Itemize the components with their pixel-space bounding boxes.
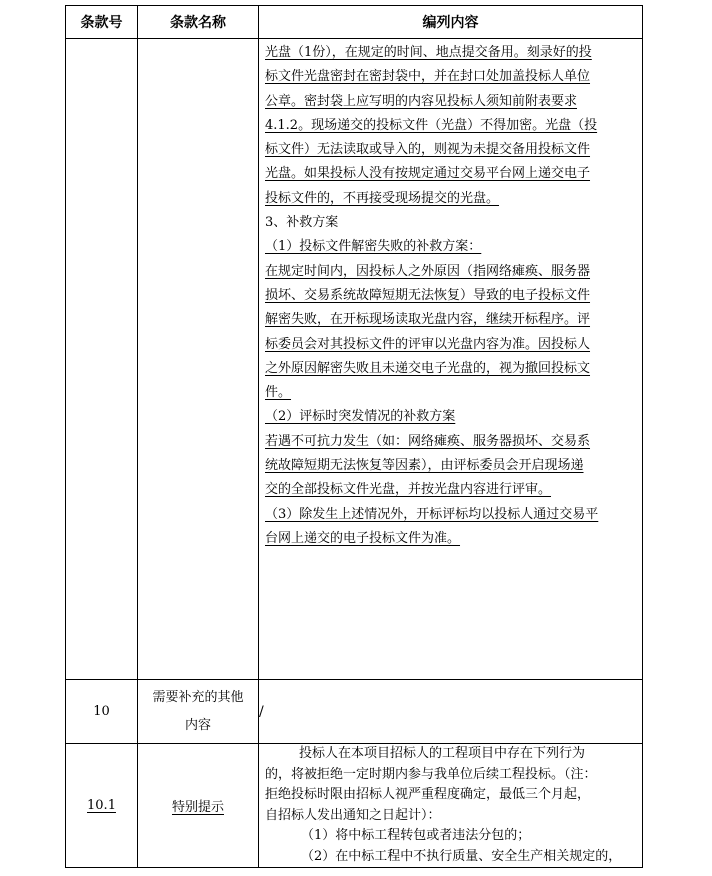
content-line: 自招标人发出通知之日起计）：	[265, 807, 441, 823]
cell-number-empty	[66, 39, 138, 680]
clause-number-10-1[interactable]: 10.1	[87, 798, 116, 813]
content-line: 解密失败，在开标现场读取光盘内容，继续开标程序。评	[265, 312, 591, 328]
header-clause-number: 条款号	[66, 6, 138, 39]
clause-name-10	[138, 680, 259, 744]
cell-name-empty	[138, 39, 259, 680]
content-line: 标委员会对其投标文件的评审以光盘内容为准。因投标人	[265, 336, 591, 352]
content-line: 4.1.2。现场递交的投标文件（光盘）不得加密。光盘（投	[265, 117, 598, 133]
content-line: 拒绝投标时限由招标人视严重程度确定，最低三个月起，	[265, 787, 591, 802]
content-line: 投标人在本项目招标人的工程项目中存在下列行为	[299, 746, 586, 761]
header-clause-name: 条款名称	[138, 6, 259, 39]
cell-content-continued	[259, 39, 643, 680]
subsection-heading-1: （1）投标文件解密失败的补救方案：	[265, 239, 482, 255]
table-row-10	[66, 680, 643, 744]
content-line: 公章。密封袋上应写明的内容见投标人须知前附表要求	[265, 93, 578, 109]
clause-name-line: 内容	[184, 717, 211, 733]
clause-number-cell-10-1	[66, 744, 138, 868]
content-line: 标文件光盘密封在密封袋中，并在封口处加盖投标人单位	[265, 69, 591, 85]
section-heading-remedy: 3、补救方案	[265, 215, 339, 231]
subsection-heading-2: （2）评标时突发情况的补救方案	[265, 409, 456, 425]
content-line: 之外原因解密失败且未递交电子光盘的，视为撤回投标文	[265, 360, 591, 376]
content-line: （1）将中标工程转包或者违法分包的；	[301, 828, 531, 843]
content-line: 的，将被拒绝一定时期内参与我单位后续工程投标。（注：	[265, 766, 597, 782]
table-row-10-1	[66, 744, 643, 868]
table-header-row	[66, 6, 643, 39]
content-line: 若遇不可抗力发生（如：网络瘫痪、服务器损坏、交易系	[265, 433, 591, 449]
clause-content-10: /	[259, 680, 643, 744]
content-line: 投标文件的，不再接受现场提交的光盘。	[265, 190, 500, 206]
clause-name-line: 需要补充的其他	[152, 689, 244, 705]
content-line: 光盘。如果投标人没有按规定通过交易平台网上递交电子	[265, 166, 591, 182]
table-row-continued	[66, 39, 643, 680]
content-line: 台网上递交的电子投标文件为准。	[265, 530, 461, 546]
content-line: 标文件）无法读取或导入的，则视为未提交备用投标文件	[265, 142, 591, 158]
clause-name-special-notice[interactable]: 特别提示	[171, 800, 224, 815]
clause-name-cell-10-1	[138, 744, 259, 868]
content-line: 在规定时间内，因投标人之外原因（指网络瘫痪、服务器	[265, 263, 591, 279]
content-line: （2）在中标工程中不执行质量、安全生产相关规定的，	[301, 848, 622, 864]
content-line: 损坏、交易系统故障短期无法恢复）导致的电子投标文件	[265, 287, 591, 303]
content-line: 交的全部投标文件光盘，并按光盘内容进行评审。	[265, 482, 552, 498]
content-line: 光盘（1份），在规定的时间、地点提交备用。刻录好的投	[265, 45, 592, 60]
header-content: 编列内容	[259, 6, 643, 39]
content-line: 件。	[265, 385, 292, 401]
content-line: 统故障短期无法恢复等因素），由评标委员会开启现场递	[265, 458, 584, 474]
clause-table	[65, 5, 643, 868]
subsection-heading-3: （3）除发生上述情况外，开标评标均以投标人通过交易平	[265, 506, 599, 522]
clause-number-10: 10	[66, 680, 138, 744]
clause-content-10-1	[259, 744, 643, 868]
